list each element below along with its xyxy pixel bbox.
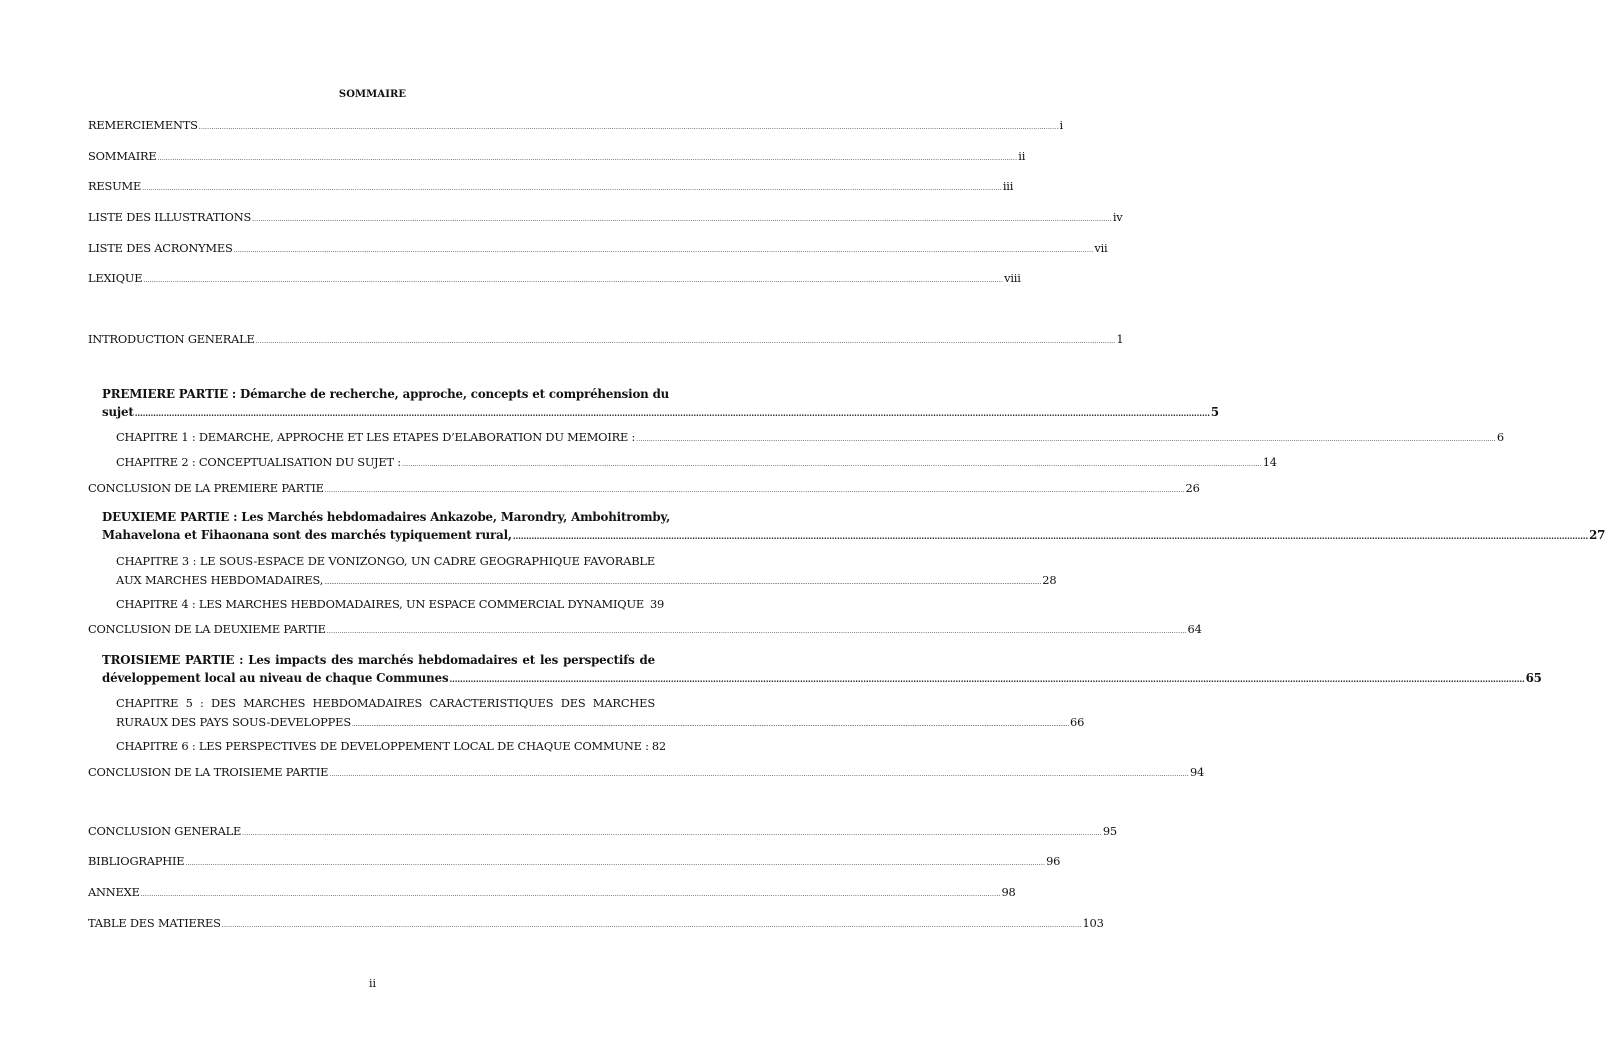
toc-entry-liste-illustrations[interactable] xyxy=(88,210,1123,224)
toc-chapter-5[interactable] xyxy=(116,694,1085,734)
toc-label: CHAPITRE 2 : CONCEPTUALISATION DU SUJET : xyxy=(116,455,401,469)
toc-label: CHAPITRE 6 : LES PERSPECTIVES DE DEVELOPPEMENT LOCAL DE CHAQUE COMMUNE : xyxy=(116,739,649,753)
toc-leader: ........................................................................................................................................................................................................................................................................................................................................................................................................................ xyxy=(512,531,1589,541)
toc-leader: ........................................................................................................................................................................................................................................................................................................................................................................................................................ xyxy=(134,408,1210,418)
toc-leader: ........................................................................................................................................................................................................................................................................................................................................................................................................................ xyxy=(326,628,1187,635)
toc-leader: ........................................................................................................................................................................................................................................................................................................................................................................................................................ xyxy=(198,124,1059,131)
toc-page-number: iii xyxy=(1002,179,1014,193)
toc-label: TABLE DES MATIERES xyxy=(88,916,221,930)
chapter-title-line-2: AUX MARCHES HEBDOMADAIRES, xyxy=(116,573,324,587)
toc-leader: ........................................................................................................................................................................................................................................................................................................................................................................................................................ xyxy=(233,247,1094,254)
chapter-title-line-1: CHAPITRE 5 : DES MARCHES HEBDOMADAIRES CARACTERISTIQUES DES MARCHES xyxy=(116,696,655,710)
toc-page-number: vii xyxy=(1094,241,1108,255)
toc-part-3[interactable] xyxy=(102,651,1542,688)
toc-label: RESUME xyxy=(88,179,142,193)
toc-label: CHAPITRE 1 : DEMARCHE, APPROCHE ET LES ETAPES D’ELABORATION DU MEMOIRE : xyxy=(116,430,636,444)
toc-leader: ........................................................................................................................................................................................................................................................................................................................................................................................................................ xyxy=(157,155,1018,162)
toc-label: ANNEXE xyxy=(88,885,140,899)
part-title-line-2: développement local au niveau de chaque Communes xyxy=(102,671,449,685)
toc-entry-bibliographie[interactable] xyxy=(88,854,1061,868)
toc-chapter-1[interactable] xyxy=(116,430,1504,444)
toc-leader: ........................................................................................................................................................................................................................................................................................................................................................................................................................ xyxy=(142,185,1002,192)
toc-page-number: 5 xyxy=(1210,405,1219,419)
toc-conclusion-part-1[interactable] xyxy=(88,481,1200,495)
toc-page-number: 28 xyxy=(1042,573,1057,587)
toc-label: CONCLUSION DE LA TROISIEME PARTIE xyxy=(88,765,329,779)
toc-page-number: 103 xyxy=(1082,916,1104,930)
toc-label: REMERCIEMENTS xyxy=(88,118,198,132)
part-title-line-1: DEUXIEME PARTIE : Les Marchés hebdomadaires Ankazobe, Marondry, Ambohitromby, xyxy=(102,510,671,524)
toc-conclusion-part-2[interactable] xyxy=(88,622,1202,636)
toc-leader: ........................................................................................................................................................................................................................................................................................................................................................................................................................ xyxy=(221,922,1082,929)
toc-leader: ........................................................................................................................................................................................................................................................................................................................................................................................................................ xyxy=(252,216,1112,223)
chapter-title-line-2: RURAUX DES PAYS SOUS-DEVELOPPES xyxy=(116,715,352,729)
toc-page-number: 98 xyxy=(1001,885,1016,899)
toc-entry-annexe[interactable] xyxy=(88,885,1016,899)
toc-part-1[interactable] xyxy=(102,385,1219,422)
part-title-line-2: sujet xyxy=(102,405,134,419)
toc-leader: ........................................................................................................................................................................................................................................................................................................................................................................................................................ xyxy=(255,338,1116,345)
part-title-line-2: Mahavelona et Fihaonana sont des marchés typiquement rural, xyxy=(102,528,512,542)
toc-label: CONCLUSION GENERALE xyxy=(88,824,242,838)
chapter-title-line-1: CHAPITRE 3 : LE SOUS-ESPACE DE VONIZONGO, UN CADRE GEOGRAPHIQUE FAVORABLE xyxy=(116,554,655,568)
toc-leader: ........................................................................................................................................................................................................................................................................................................................................................................................................................ xyxy=(352,721,1069,728)
toc-leader: ........................................................................................................................................................................................................................................................................................................................................................................................................................ xyxy=(324,487,1185,494)
part-title-line-1: TROISIEME PARTIE : Les impacts des marchés hebdomadaires et les perspectifs de xyxy=(102,653,655,667)
toc-page-number: 64 xyxy=(1187,622,1202,636)
toc-part-2[interactable] xyxy=(102,508,1605,545)
toc-page-number: 82 xyxy=(651,739,666,753)
toc-page-number: 96 xyxy=(1046,854,1061,868)
toc-leader: ........................................................................................................................................................................................................................................................................................................................................................................................................................ xyxy=(449,674,1525,684)
toc-entry-liste-acronymes[interactable] xyxy=(88,241,1108,255)
toc-chapter-2[interactable] xyxy=(116,455,1277,469)
toc-label: CONCLUSION DE LA PREMIERE PARTIE xyxy=(88,481,324,495)
toc-page-number: iv xyxy=(1112,210,1123,224)
toc-entry-sommaire[interactable] xyxy=(88,149,1026,163)
toc-chapter-3[interactable] xyxy=(116,552,1057,592)
toc-page-number: 66 xyxy=(1069,715,1085,729)
toc-page-number: 1 xyxy=(1116,332,1124,346)
toc-page-number: 39 xyxy=(649,597,665,611)
toc-entry-introduction[interactable] xyxy=(88,332,1124,346)
toc-page-number: viii xyxy=(1004,271,1021,285)
toc-leader: ........................................................................................................................................................................................................................................................................................................................................................................................................................ xyxy=(242,830,1102,837)
toc-entry-lexique[interactable] xyxy=(88,271,1021,285)
toc-page-number: 94 xyxy=(1190,765,1205,779)
toc-label: LEXIQUE xyxy=(88,271,143,285)
toc-label: CHAPITRE 4 : LES MARCHES HEBDOMADAIRES, UN ESPACE COMMERCIAL DYNAMIQUE xyxy=(116,597,644,611)
toc-leader: ........................................................................................................................................................................................................................................................................................................................................................................................................................ xyxy=(329,771,1189,778)
toc-leader: ........................................................................................................................................................................................................................................................................................................................................................................................................................ xyxy=(140,891,1001,898)
toc-label: SOMMAIRE xyxy=(88,149,157,163)
toc-label: CONCLUSION DE LA DEUXIEME PARTIE xyxy=(88,622,326,636)
toc-page-number: 95 xyxy=(1102,824,1117,838)
toc-entry-resume[interactable] xyxy=(88,179,1014,193)
toc-leader: ........................................................................................................................................................................................................................................................................................................................................................................................................................ xyxy=(185,860,1046,867)
toc-page-number: 14 xyxy=(1262,455,1277,469)
toc-label: INTRODUCTION GENERALE xyxy=(88,332,255,346)
toc-page-number: 6 xyxy=(1496,430,1504,444)
page-footer-number: ii xyxy=(368,977,377,990)
toc-page-number: 26 xyxy=(1185,481,1200,495)
toc-leader: ........................................................................................................................................................................................................................................................................................................................................................................................................................ xyxy=(636,436,1496,443)
toc-page-number: 27 xyxy=(1589,528,1605,542)
page-title: SOMMAIRE xyxy=(338,89,407,100)
toc-entry-conclusion-generale[interactable] xyxy=(88,824,1117,838)
toc-page-number: i xyxy=(1059,118,1063,132)
toc-label: LISTE DES ACRONYMES xyxy=(88,241,233,255)
toc-entry-table-des-matieres[interactable] xyxy=(88,916,1104,930)
toc-leader: ........................................................................................................................................................................................................................................................................................................................................................................................................................ xyxy=(401,461,1262,468)
toc-page-number: 65 xyxy=(1525,671,1542,685)
toc-page-number: ii xyxy=(1018,149,1026,163)
part-title-line-1: PREMIERE PARTIE : Démarche de recherche, approche, concepts et compréhension du xyxy=(102,387,670,401)
toc-conclusion-part-3[interactable] xyxy=(88,765,1205,779)
toc-entry-remerciements[interactable] xyxy=(88,118,1063,132)
toc-leader: ........................................................................................................................................................................................................................................................................................................................................................................................................................ xyxy=(143,277,1004,284)
toc-leader: ........................................................................................................................................................................................................................................................................................................................................................................................................................ xyxy=(324,579,1042,586)
toc-chapter-6[interactable] xyxy=(116,739,666,753)
toc-chapter-4[interactable] xyxy=(116,597,665,611)
toc-label: BIBLIOGRAPHIE xyxy=(88,854,185,868)
toc-label: LISTE DES ILLUSTRATIONS xyxy=(88,210,252,224)
